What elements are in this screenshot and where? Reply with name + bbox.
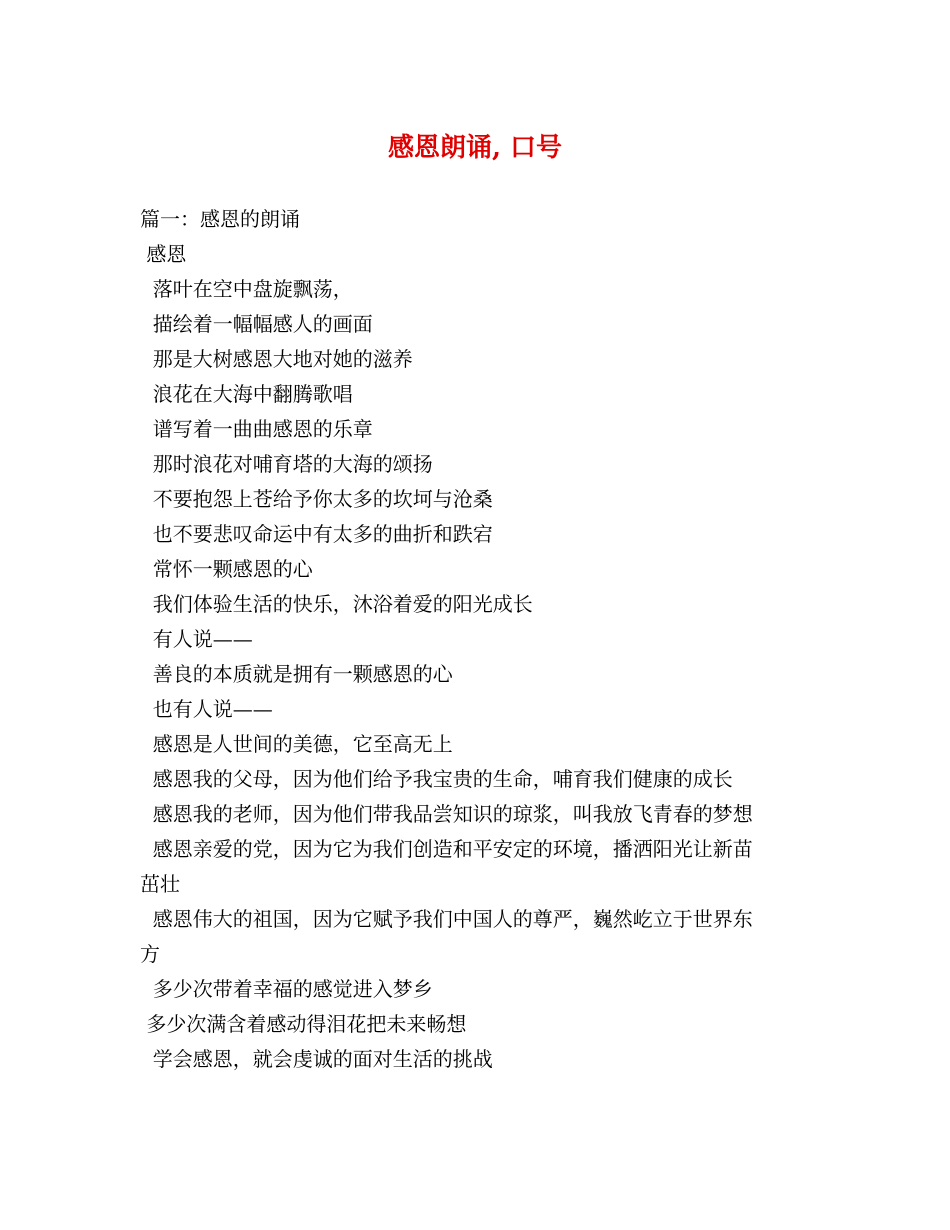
- text-line: 感恩我的老师，因为他们带我品尝知识的琼浆，叫我放飞青春的梦想: [140, 802, 753, 826]
- text-line: 多少次满含着感动得泪花把未来畅想: [140, 1012, 467, 1036]
- text-line: 浪花在大海中翻腾歌唱: [140, 382, 353, 406]
- text-line: 不要抱怨上苍给予你太多的坎坷与沧桑: [140, 487, 493, 511]
- text-line: 描绘着一幅幅感人的画面: [140, 312, 373, 336]
- text-line: 感恩我的父母，因为他们给予我宝贵的生命，哺育我们健康的成长: [140, 767, 733, 791]
- text-line: 常怀一颗感恩的心: [140, 557, 313, 581]
- text-line: 方: [140, 942, 160, 966]
- text-line: 我们体验生活的快乐，沐浴着爱的阳光成长: [140, 592, 533, 616]
- text-line: 学会感恩，就会虔诚的面对生活的挑战: [140, 1047, 493, 1071]
- text-line: 也有人说——: [140, 697, 273, 721]
- document-body: [140, 202, 820, 1077]
- text-line: 有人说——: [140, 627, 253, 651]
- text-line: 感恩伟大的祖国，因为它赋予我们中国人的尊严，巍然屹立于世界东: [140, 907, 753, 931]
- text-line: 感恩: [140, 242, 187, 266]
- document-title: 感恩朗诵, 口号: [387, 133, 563, 163]
- text-line: 篇一：感恩的朗诵: [140, 207, 300, 231]
- text-line: 感恩亲爱的党，因为它为我们创造和平安定的环境，播洒阳光让新苗: [140, 837, 753, 861]
- text-line: 茁壮: [140, 872, 180, 896]
- text-line: 那是大树感恩大地对她的滋养: [140, 347, 413, 371]
- text-line: 谱写着一曲曲感恩的乐章: [140, 417, 373, 441]
- text-line: 那时浪花对哺育塔的大海的颂扬: [140, 452, 433, 476]
- text-line: 也不要悲叹命运中有太多的曲折和跌宕: [140, 522, 493, 546]
- text-line: 多少次带着幸福的感觉进入梦乡: [140, 977, 433, 1001]
- text-line: 善良的本质就是拥有一颗感恩的心: [140, 662, 453, 686]
- text-line: 落叶在空中盘旋飘荡，: [140, 277, 353, 301]
- text-line: 感恩是人世间的美德，它至高无上: [140, 732, 453, 756]
